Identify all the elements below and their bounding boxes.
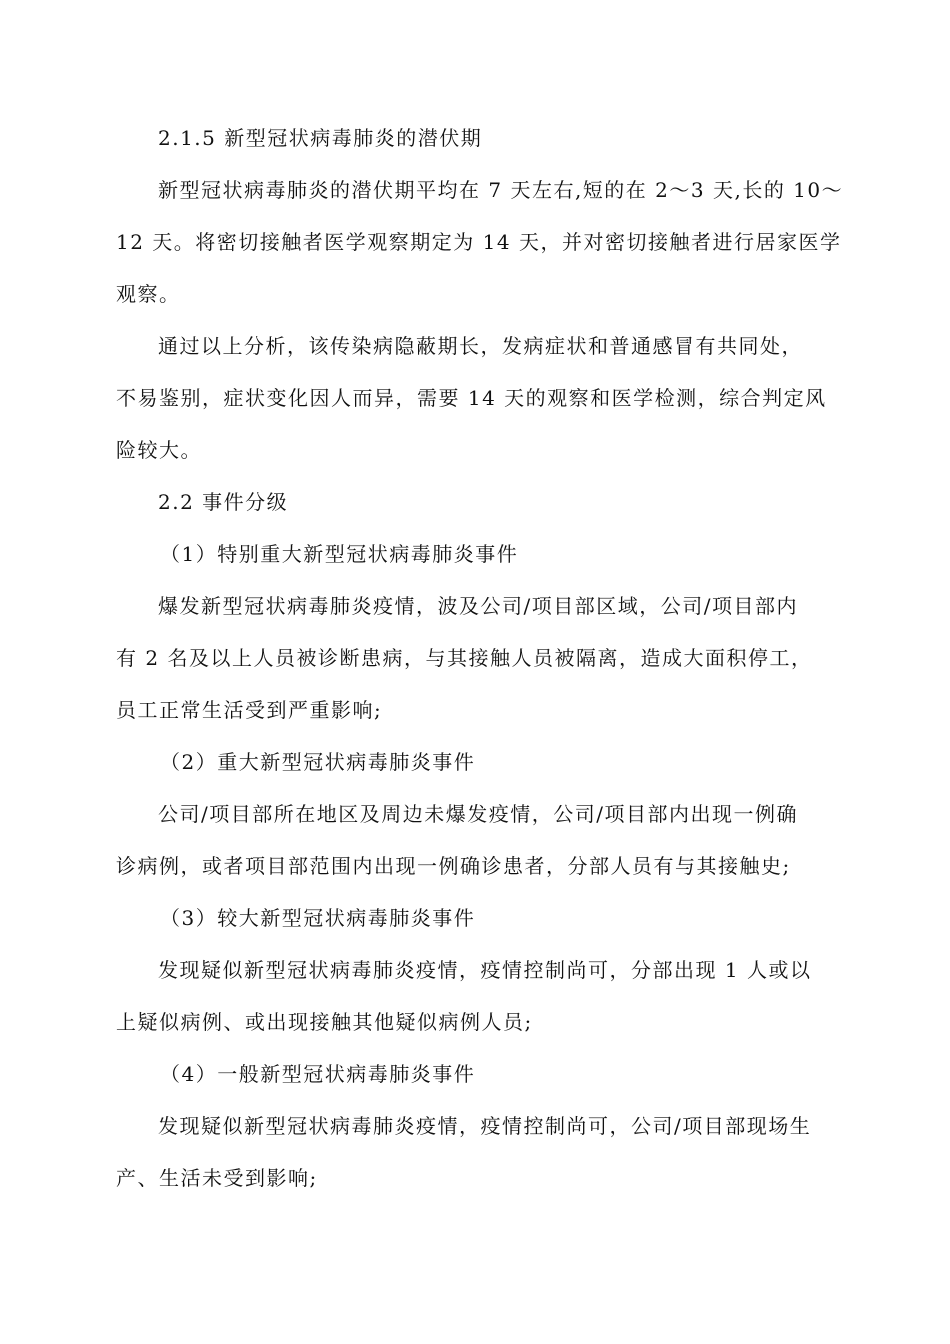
incubation-paragraph-line-2: 12 天。将密切接触者医学观察期定为 14 天，并对密切接触者进行居家医学 xyxy=(116,230,842,254)
level-4-heading: （4）一般新型冠状病毒肺炎事件 xyxy=(160,1062,476,1086)
level-1-paragraph-line-1: 爆发新型冠状病毒肺炎疫情，波及公司/项目部区域，公司/项目部内 xyxy=(158,594,798,618)
incubation-paragraph-line-1: 新型冠状病毒肺炎的潜伏期平均在 7 天左右,短的在 2～3 天,长的 10～ xyxy=(158,178,844,202)
level-4-paragraph-line-2: 产、生活未受到影响; xyxy=(116,1166,318,1190)
level-2-heading: （2）重大新型冠状病毒肺炎事件 xyxy=(160,750,476,774)
level-3-paragraph-line-2: 上疑似病例、或出现接触其他疑似病例人员; xyxy=(116,1010,533,1034)
level-1-paragraph-line-2: 有 2 名及以上人员被诊断患病，与其接触人员被隔离，造成大面积停工， xyxy=(116,646,813,670)
incubation-paragraph-line-3: 观察。 xyxy=(116,282,181,306)
level-1-heading: （1）特别重大新型冠状病毒肺炎事件 xyxy=(160,542,519,566)
analysis-paragraph-line-2: 不易鉴别，症状变化因人而异，需要 14 天的观察和医学检测，综合判定风 xyxy=(116,386,827,410)
level-2-paragraph-line-1: 公司/项目部所在地区及周边未爆发疫情，公司/项目部内出现一例确 xyxy=(158,802,798,826)
level-3-paragraph-line-1: 发现疑似新型冠状病毒肺炎疫情，疫情控制尚可，分部出现 1 人或以 xyxy=(158,958,812,982)
section-2-2-heading: 2.2 事件分级 xyxy=(158,490,289,514)
level-3-heading: （3）较大新型冠状病毒肺炎事件 xyxy=(160,906,476,930)
level-1-paragraph-line-3: 员工正常生活受到严重影响; xyxy=(116,698,383,722)
analysis-paragraph-line-3: 险较大。 xyxy=(116,438,202,462)
analysis-paragraph-line-1: 通过以上分析，该传染病隐蔽期长，发病症状和普通感冒有共同处， xyxy=(158,334,803,358)
level-2-paragraph-line-2: 诊病例，或者项目部范围内出现一例确诊患者，分部人员有与其接触史; xyxy=(116,854,791,878)
section-2-1-5-heading: 2.1.5 新型冠状病毒肺炎的潜伏期 xyxy=(158,126,483,150)
level-4-paragraph-line-1: 发现疑似新型冠状病毒肺炎疫情，疫情控制尚可，公司/项目部现场生 xyxy=(158,1114,812,1138)
